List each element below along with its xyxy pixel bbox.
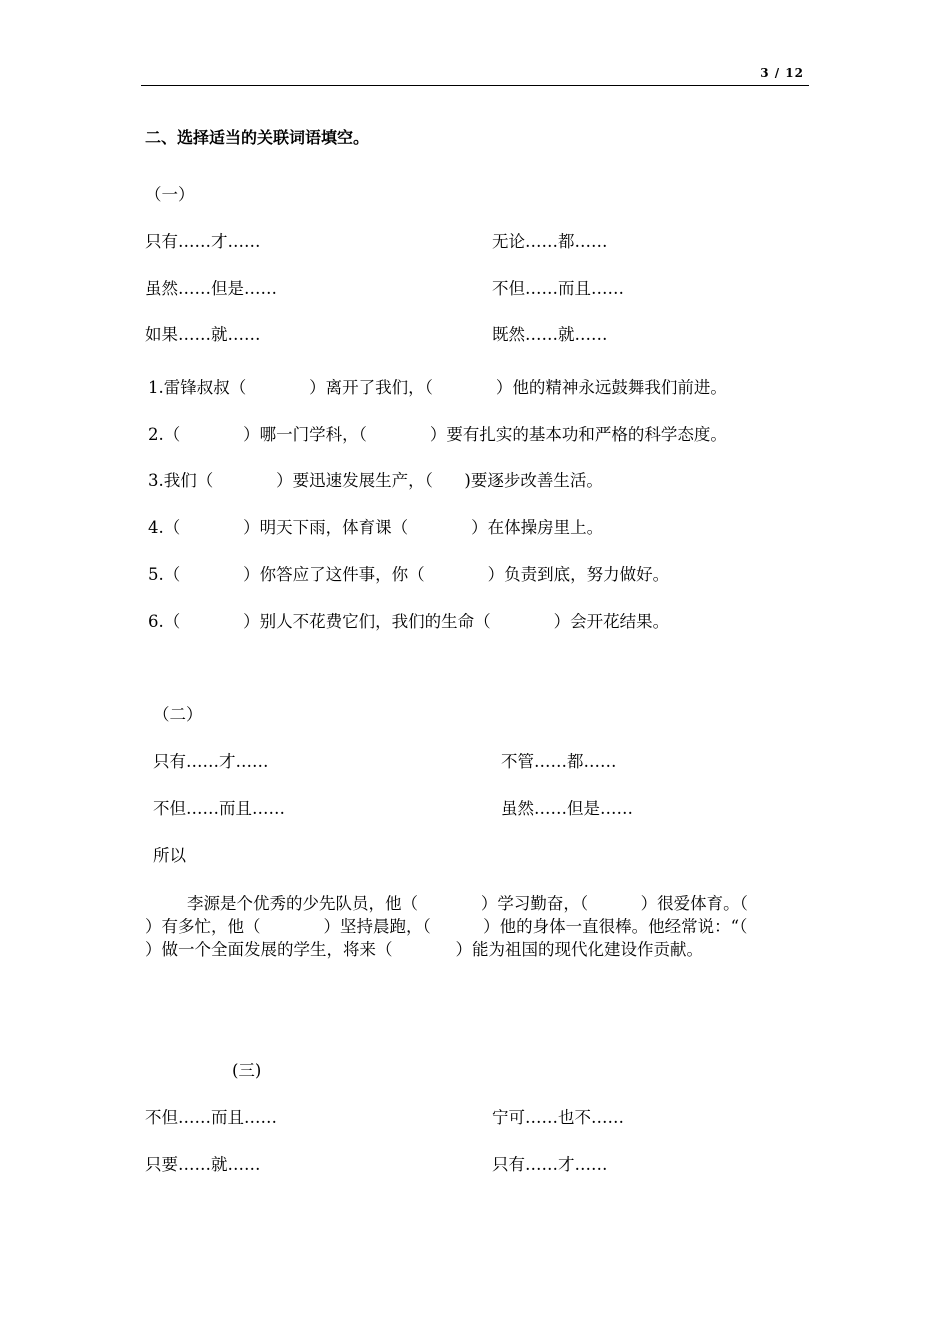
part1-word-pair: 只有……才…… <box>145 232 261 251</box>
question-5: 5.（ ）你答应了这件事，你（ ）负责到底，努力做好。 <box>148 565 670 584</box>
part2-extra-word: 所以 <box>153 846 186 865</box>
page-number: 3 / 12 <box>760 66 804 80</box>
part2-word-pair: 不但……而且…… <box>153 799 285 818</box>
part1-word-pair: 如果……就…… <box>145 325 261 344</box>
question-2: 2.（ ）哪一门学科，（ ）要有扎实的基本功和严格的科学态度。 <box>148 425 727 444</box>
section-heading: 二、选择适当的关联词语填空。 <box>145 128 370 147</box>
question-3: 3.我们（ ）要迅速发展生产，（ )要逐步改善生活。 <box>148 471 603 490</box>
question-4: 4.（ ）明天下雨，体育课（ ）在体操房里上。 <box>148 518 604 537</box>
part3-label: (三) <box>232 1061 262 1080</box>
part1-word-pair: 既然……就…… <box>492 325 608 344</box>
part2-word-pair: 只有……才…… <box>153 752 269 771</box>
part3-word-pair: 宁可……也不…… <box>492 1108 624 1127</box>
part2-word-pair: 虽然……但是…… <box>501 799 633 818</box>
question-1: 1.雷锋叔叔（ ）离开了我们，（ ）他的精神永远鼓舞我们前进。 <box>148 378 727 397</box>
part2-label: （二） <box>153 705 203 724</box>
question-6: 6.（ ）别人不花费它们，我们的生命（ ）会开花结果。 <box>148 612 670 631</box>
part1-word-pair: 虽然……但是…… <box>145 279 277 298</box>
part1-word-pair: 无论……都…… <box>492 232 608 251</box>
header-rule <box>141 85 809 86</box>
part3-word-pair: 只有……才…… <box>492 1155 608 1174</box>
part1-word-pair: 不但……而且…… <box>492 279 624 298</box>
part2-passage: 李源是个优秀的少先队员，他（ ）学习勤奋，（ ）很爱体育。（ ）有多忙，他（ ）坚持晨跑，（ ）他的身体一直很棒。他经常说：“（ ）做一个全面发展的学生，将来（ ）能为祖国的现代化建设作贡献。 <box>145 894 811 959</box>
part3-word-pair: 不但……而且…… <box>145 1108 277 1127</box>
part2-word-pair: 不管……都…… <box>501 752 617 771</box>
part3-word-pair: 只要……就…… <box>145 1155 261 1174</box>
part1-label: （一） <box>145 185 195 204</box>
